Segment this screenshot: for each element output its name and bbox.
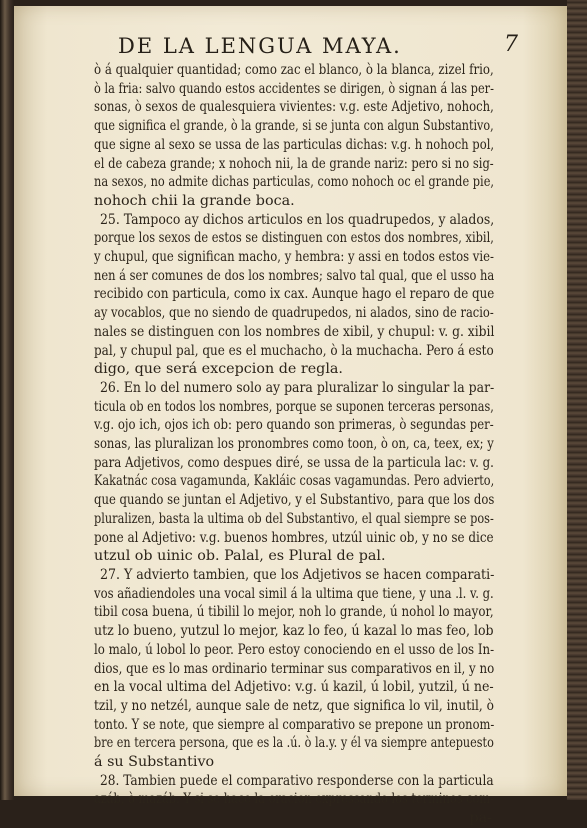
- text-line: ticula ob en todos los nombres, porque se suponen terceras personas,: [94, 398, 494, 415]
- text-line: recibido con particula, como ix cax. Aunque hago el reparo de que: [94, 286, 495, 303]
- text-line: bre en tercera persona, que es la .ú. ò la.y. y él va siempre antepuesto: [94, 735, 494, 752]
- text-line: azáb, ò mazáb. Y si se hace la oracion expressando los terminos com-: [94, 791, 495, 808]
- text-line: que signe al sexo se ussa de las particulas dichas: v.g. h nohoch pol,: [94, 136, 495, 153]
- text-line: que significa el grande, ò la grande, si se junta con algun Substantivo,: [94, 118, 494, 135]
- text-line: pone al Adjetivo: v.g. buenos hombres, utzúl uinic ob, y no se dice: [94, 529, 494, 546]
- page-number: 7: [504, 32, 518, 57]
- text-line: tonto. Y se note, que siempre al comparativo se prepone un pronom-: [94, 716, 495, 733]
- text-line: sonas, las pluralizan los pronombres como toon, ò on, ca, teex, ex; y: [94, 436, 494, 453]
- text-line: v.g. ojo ich, ojos ich ob: pero quando son primeras, ò segundas per-: [94, 417, 494, 434]
- text-line: dios, que es lo mas ordinario terminar sus comparativos en il, y no: [94, 660, 495, 677]
- text-line: pal, y chupul pal, que es el muchacho, ò la muchacha. Pero á esto: [94, 342, 494, 359]
- catchword: pa-: [469, 810, 492, 827]
- text-line: digo, que será excepcion de regla.: [94, 361, 343, 378]
- text-line: ay vocablos, que no siendo de quadrupedos, ni alados, sino de racio-: [94, 305, 494, 322]
- text-line: sonas, ò sexos de qualesquiera vivientes: v.g. este Adjetivo, nohoch,: [94, 99, 494, 116]
- running-header: [14, 6, 567, 62]
- text-line: tibil cosa buena, ú tibilil lo mejor, noh lo grande, ú nohol lo mayor,: [94, 604, 494, 621]
- page-sheet: [14, 6, 567, 827]
- running-title: DE LA LENGUA MAYA.: [118, 34, 402, 58]
- text-line: porque los sexos de estos se distinguen con estos dos nombres, xibil,: [94, 230, 494, 247]
- paragraph-28-start: 28. Tambien puede el comparativo responderse con la particula: [100, 772, 494, 789]
- text-line: que quando se juntan el Adjetivo, y el Substantivo, para que los dos: [94, 492, 495, 509]
- book-edge: [567, 0, 587, 800]
- text-line: Kakatnác cosa vagamunda, Kakláic cosas vagamundas. Pero advierto,: [94, 473, 495, 490]
- text-line: tzil, y no netzél, aunque sale de netz, que significa lo vil, inutil, ò: [94, 697, 494, 714]
- text-line: nales se distinguen con los nombres de xibil, y chupul: v. g. xibil: [94, 323, 495, 340]
- text-line: utz lo bueno, yutzul lo mejor, kaz lo feo, ú kazal lo mas feo, lob: [94, 623, 494, 640]
- text-line: ò la fria: salvo quando estos accidentes se dirigen, ò signan á las per-: [94, 80, 494, 97]
- text-line: vos añadiendoles una vocal simil á la ultima que tiene, y una .l. v. g.: [94, 585, 494, 602]
- text-line: utzul ob uinic ob. Palal, es Plural de pal.: [94, 548, 386, 565]
- text-line: y chupul, que significan macho, y hembra: y assi en todos estos vie-: [94, 249, 494, 266]
- text-line: pluralizen, basta la ultima ob del Substantivo, el qual siempre se pos-: [94, 510, 494, 527]
- text-line: ò á qualquier quantidad; como zac el blanco, ò la blanca, zizel frio,: [94, 62, 494, 78]
- text-line: á su Substantivo: [94, 754, 215, 771]
- text-line: el de cabeza grande; x nohoch nii, la de grande nariz: pero si no sig-: [94, 155, 494, 172]
- text-line: para Adjetivos, como despues diré, se ussa de la particula lac: v. g.: [94, 454, 494, 471]
- body-text: [94, 61, 494, 828]
- paragraph-26-start: 26. En lo del numero solo ay para pluralizar lo singular la par-: [100, 379, 495, 396]
- text-line: nohoch chii la grande boca.: [94, 192, 295, 209]
- text-line: lo malo, ú lobol lo peor. Pero estoy conociendo en el usso de los In-: [94, 641, 495, 658]
- paragraph-27-start: 27. Y advierto tambien, que los Adjetivos se hacen comparati-: [100, 566, 495, 583]
- text-line: nen á ser comunes de dos los nombres; salvo tal qual, que el usso ha: [94, 267, 495, 284]
- paragraph-25-start: 25. Tampoco ay dichos articulos en los quadrupedos, y alados,: [100, 211, 495, 228]
- text-line: na sexos, no admite dichas particulas, como nohoch oc el grande pie,: [94, 174, 495, 191]
- text-line: en la vocal ultima del Adjetivo: v.g. ú kazil, ú lobil, yutzil, ú ne-: [94, 679, 494, 696]
- book-binding: [0, 0, 14, 800]
